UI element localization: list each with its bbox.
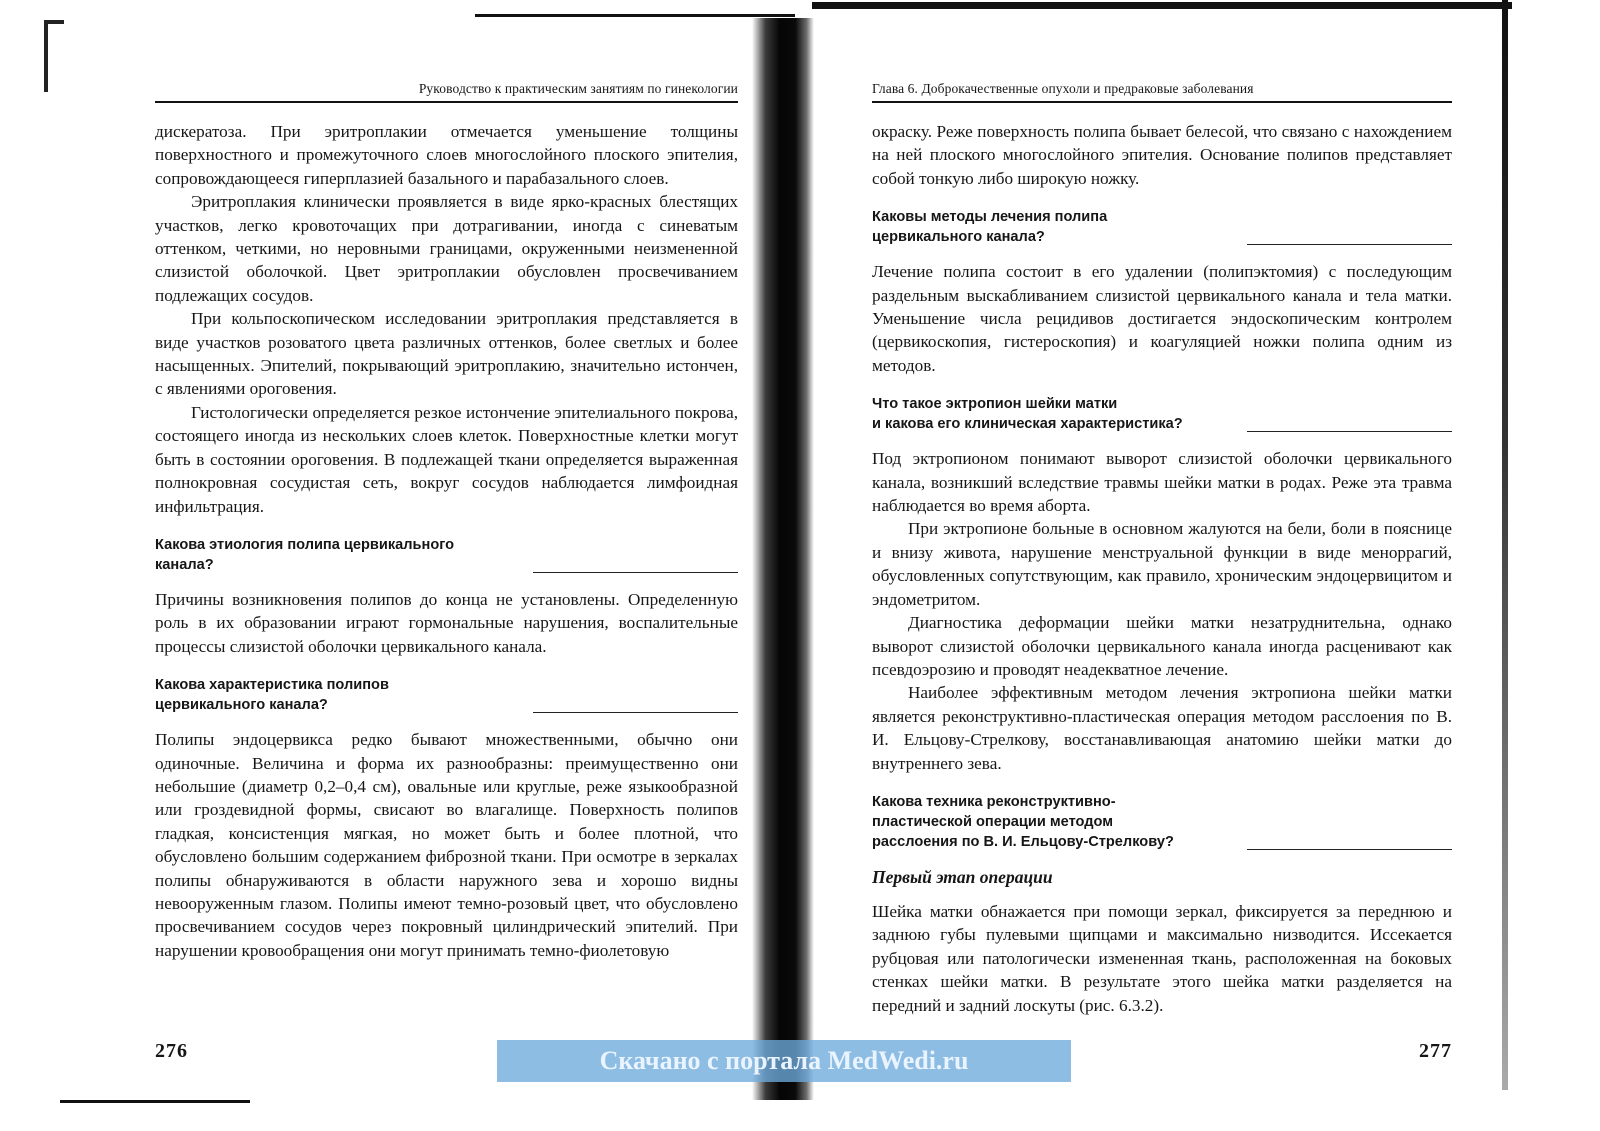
question-rule — [1247, 849, 1452, 850]
scan-corner-mark-top — [44, 20, 64, 24]
scan-edge-bottom — [60, 1100, 250, 1103]
book-gutter-shadow — [752, 18, 814, 1100]
question-line: Какова техника реконструктивно- — [872, 793, 1116, 810]
left-running-head: Руководство к практическим занятиям по гинекологии — [155, 82, 738, 103]
question-line: Каковы методы лечения полипа — [872, 209, 1108, 226]
paragraph: дискератоза. При эритроплакии отмечается уменьшение толщины поверхностного и промежуточного слоев многослойного плоского эпителия, сопровождающееся гиперплазией базального и парабазального слоев. — [155, 122, 738, 188]
page-number: 276 — [155, 1040, 188, 1062]
question-line: канала? — [155, 556, 214, 573]
question-rule — [533, 712, 738, 713]
scan-edge-top-left — [475, 14, 795, 17]
question-rule — [1247, 244, 1452, 245]
question-rule — [1247, 431, 1452, 432]
paragraph: Полипы эндоцервикса редко бывают множественными, обычно они одиночные. Величина и форма их разнообразны: преимущественно они небольшие (диаметр 0,2–0,4 см), овальные или круглые, реже языкообразной или гроздевидной формы, свисают во влагалище. Поверхность полипов гладкая, консистенция мягкая, но может быть и более плотной, что обусловлено большим содержанием фиброзной ткани. При осмотре в зеркалах полипы обнаруживаются в области наружного зева и хорошо видны невооруженным глазом. Полипы имеют темно-розовый цвет, что обусловлено просвечиванием сосудов через покровный цилиндрический эпителий. При нарушении кровообращения они могут принимать темно-фиолетовую — [155, 730, 738, 960]
question-line: пластической операции методом — [872, 813, 1114, 830]
question-line: Что такое эктропион шейки матки — [872, 396, 1118, 413]
question-line: Какова характеристика полипов — [155, 677, 389, 694]
question-heading — [155, 675, 738, 715]
question-line: цервикального канала? — [155, 697, 328, 714]
right-running-head: Глава 6. Доброкачественные опухоли и предраковые заболевания — [872, 82, 1452, 103]
paragraph: Наиболее эффективным методом лечения эктропиона шейки матки является реконструктивно-пластическая операция методом расслоения по В. И. Ельцову-Стрелкову, восстанавливающая анатомию шейки матки до внутреннего зева. — [872, 683, 1452, 773]
section-subheading: Первый этап операции — [872, 866, 1053, 887]
paragraph: Шейка матки обнажается при помощи зеркал, фиксируется за переднюю и заднюю губы пулевыми щипцами и максимально низводится. Иссекается рубцовая или патологически измененная ткань, расположенная на боковых стенках шейки матки. В результате этого шейка матки разделяется на передний и задний лоскуты (рис. 6.3.2). — [872, 901, 1452, 1015]
question-heading — [872, 792, 1452, 852]
question-line: цервикального канала? — [872, 229, 1045, 246]
paragraph: окраску. Реже поверхность полипа бывает белесой, что связано с нахождением на ней плоского многослойного эпителия. Основание полипов представляет собой тонкую либо широкую ножку. — [872, 122, 1452, 188]
scan-edge-top-right — [812, 2, 1512, 9]
left-page-body — [155, 120, 738, 962]
paragraph: При кольпоскопическом исследовании эритроплакия представляется в виде участков розоватого цвета различных оттенков, более светлых и более насыщенных. Эпителий, покрывающий эритроплакию, значительно истончен, с явлениями ороговения. — [155, 309, 738, 399]
question-heading — [872, 207, 1452, 247]
paragraph: Эритроплакия клинически проявляется в виде ярко-красных блестящих участков, легко кровоточащих при дотрагивании, иногда с синеватым оттенком, четкими, но неровными границами, окруженными неизмененной слизистой оболочкой. Цвет эритроплакии обусловлен просвечиванием подлежащих сосудов. — [155, 192, 738, 305]
paragraph: Лечение полипа состоит в его удалении (полипэктомия) с последующим раздельным выскабливанием слизистой цервикального канала и тела матки. Уменьшение числа рецидивов достигается эндоскопическим контролем (цервикоскопия, гистероскопия) и коагуляцией ножки полипа одним из методов. — [872, 262, 1452, 375]
paragraph: Причины возникновения полипов до конца не установлены. Определенную роль в их образовании играют гормональные нарушения, воспалительные процессы слизистой оболочки цервикального канала. — [155, 589, 738, 656]
question-heading — [155, 535, 738, 575]
scan-corner-mark — [44, 20, 48, 92]
scan-edge-right — [1502, 0, 1508, 1090]
paragraph: При эктропионе больные в основном жалуются на бели, боли в пояснице и внизу живота, нарушение менструальной функции в виде меноррагий, обусловленных сопутствующим, как правило, хроническим эндоцервицитом и эндометритом. — [872, 519, 1452, 609]
watermark-banner: Скачано с портала MedWedi.ru — [497, 1040, 1071, 1082]
page-number: 277 — [1419, 1040, 1452, 1062]
question-line: расслоения по В. И. Ельцову-Стрелкову? — [872, 833, 1174, 850]
question-line: Какова этиология полипа цервикального — [155, 536, 455, 553]
paragraph: Гистологически определяется резкое истончение эпителиального покрова, состоящего иногда из нескольких слоев клеток. Поверхностные клетки могут быть в состоянии ороговения. В подлежащей ткани определяется выраженная полнокровная сосудистая сеть, вокруг сосудов наблюдается лимфоидная инфильтрация. — [155, 402, 738, 516]
question-line: и какова его клиническая характеристика? — [872, 416, 1183, 433]
paragraph: Под эктропионом понимают выворот слизистой оболочки цервикального канала, возникший вследствие травмы шейки матки в родах. Реже эта травма наблюдается во время аборта. — [872, 449, 1452, 516]
question-rule — [533, 572, 738, 573]
question-heading — [872, 394, 1452, 434]
paragraph: Диагностика деформации шейки матки незатруднительна, однако выворот слизистой оболочки цервикального канала иногда расценивают как псевдоэрозию и проводят неадекватное лечение. — [872, 613, 1452, 679]
right-page-body — [872, 120, 1452, 1017]
